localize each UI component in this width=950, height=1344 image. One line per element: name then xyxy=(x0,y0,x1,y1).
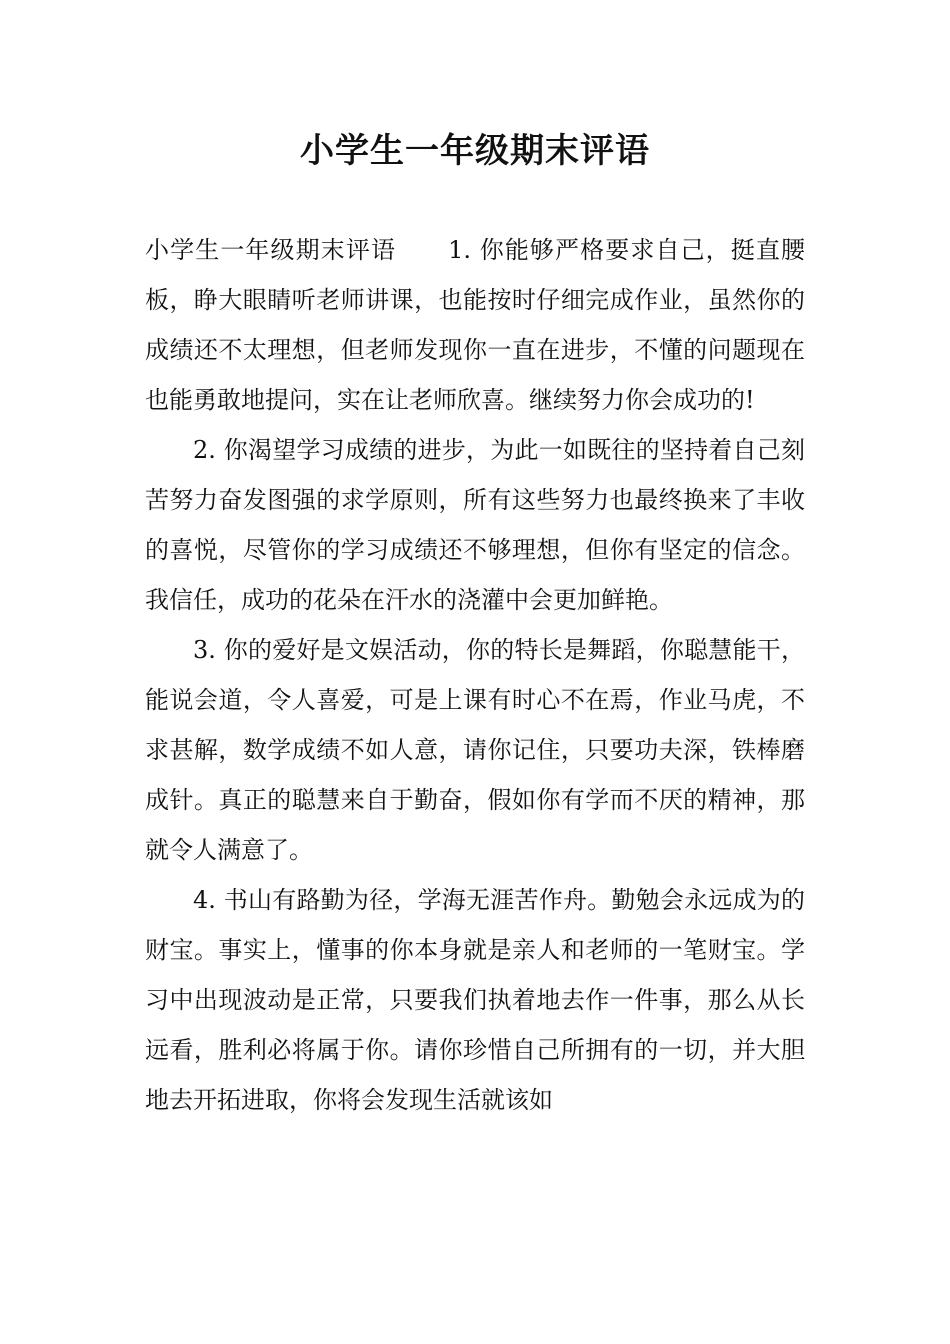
paragraph-4: 4. 书山有路勤为径，学海无涯苦作舟。勤勉会永远成为的财宝。事实上，懂事的你本身就是亲人和老师的一笔财宝。学习中出现波动是正常，只要我们执着地去作一件事，那么从长远看，胜利必将属于你。请你珍惜自己所拥有的一切，并大胆地去开拓进取，你将会发现生活就该如 xyxy=(145,886,805,1114)
document-body xyxy=(145,225,805,1125)
paragraph-2: 2. 你渴望学习成绩的进步，为此一如既往的坚持着自己刻苦努力奋发图强的求学原则，所有这些努力也最终换来了丰收的喜悦，尽管你的学习成绩还不够理想，但你有坚定的信念。我信任，成功的花朵在汗水的浇灌中会更加鲜艳。 xyxy=(145,436,805,614)
intro-heading: 小学生一年级期末评语 xyxy=(145,236,397,264)
paragraph-1-text: 1. 你能够严格要求自己，挺直腰板，睁大眼睛听老师讲课，也能按时仔细完成作业，虽然你的成绩还不太理想，但老师发现你一直在进步，不懂的问题现在也能勇敢地提问，实在让老师欣喜。继续努力你会成功的! xyxy=(145,236,805,414)
paragraph-1 xyxy=(145,225,805,425)
paragraph-3: 3. 你的爱好是文娱活动，你的特长是舞蹈，你聪慧能干，能说会道，令人喜爱，可是上课有时心不在焉，作业马虎，不求甚解，数学成绩不如人意，请你记住，只要功夫深，铁棒磨成针。真正的聪慧来自于勤奋，假如你有学而不厌的精神，那就令人满意了。 xyxy=(145,636,805,864)
page-title: 小学生一年级期末评语 xyxy=(300,131,650,171)
